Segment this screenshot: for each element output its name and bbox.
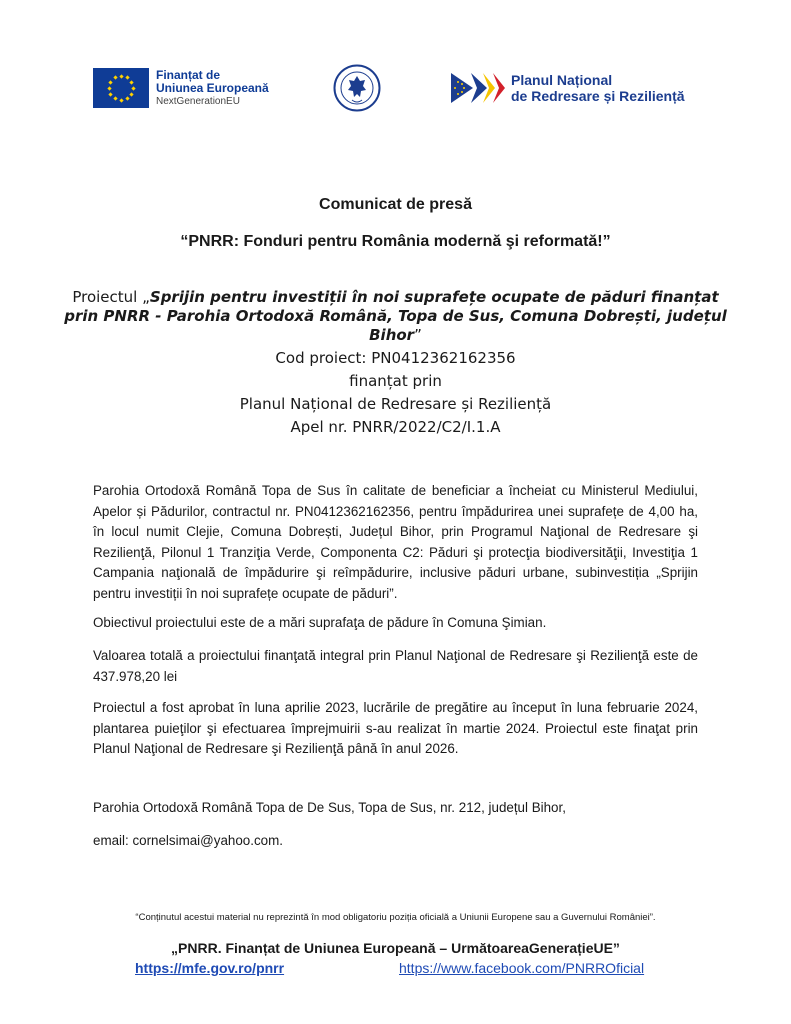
pnrr-logo-line2: de Redresare și Reziliență <box>511 88 685 104</box>
eu-star-icon <box>131 86 135 90</box>
project-prefix: Proiectul „ <box>72 288 150 306</box>
eu-star-icon <box>129 92 133 96</box>
pnrr-logo-line1: Planul Național <box>511 72 613 88</box>
pnrr-logo-text <box>511 72 685 104</box>
footer-slogan: „PNRR. Finanțat de Uniunea Europeană – UrmătoareaGenerațieUE” <box>171 940 620 956</box>
call-number-line: Apel nr. PNRR/2022/C2/I.1.A <box>290 418 501 436</box>
mfe-pnrr-link[interactable]: https://mfe.gov.ro/pnrr <box>135 960 285 976</box>
eu-logo-text <box>156 69 269 108</box>
eu-flag-icon <box>93 68 149 108</box>
eu-star-icon <box>113 96 117 100</box>
eu-star-icon <box>119 98 123 102</box>
eu-logo-line2: Uniunea Europeană <box>156 80 269 95</box>
eu-funding-logo <box>93 68 269 108</box>
eu-star-icon <box>107 86 111 90</box>
eu-logo-line1: Finanțat de <box>156 67 221 82</box>
pnrr-logo <box>449 71 685 105</box>
eu-star-icon <box>119 74 123 78</box>
pnrr-mark-icon <box>449 71 507 105</box>
paragraph-schedule: Proiectul a fost aprobat în luna aprilie 2023, lucrările de pregătire au început în luna februarie 2024, plantarea puieţilor şi efectuarea împrejmuirii s-au realizat în martie 2024. Proiectul este finaţat prin Planul Naţional de Redresare şi Rezilienţă până în anul 2026. <box>93 700 698 756</box>
paragraph-objective: Obiectivul proiectului este de a mări suprafaţa de pădure în Comuna Şimian. <box>93 615 547 630</box>
paragraph-value: Valoarea totală a proiectului finanţată integral prin Planul Naţional de Redresare şi Rezilienţă este de 437.978,20 lei <box>93 648 698 684</box>
press-release-title: Comunicat de presă <box>319 196 472 213</box>
eu-star-icon <box>129 80 133 84</box>
contact-email: email: cornelsimai@yahoo.com. <box>93 833 283 848</box>
plan-name-line: Planul Național de Redresare și Reziliență <box>239 395 552 413</box>
press-release-headline: “PNRR: Fonduri pentru România modernă şi reformată!” <box>180 233 611 250</box>
project-suffix: ” <box>414 326 422 344</box>
project-name: Sprijin pentru investiții în noi suprafețe ocupate de păduri finanțat prin PNRR - Parohia Ortodoxă Română, Topa de Sus, Comuna Dobrești, județul Bihor <box>64 288 727 344</box>
paragraph-contract: Parohia Ortodoxă Română Topa de Sus în calitate de beneficiar a încheiat cu Ministerul Mediului, Apelor și Pădurilor, contractul nr. PN0412362162356, pentru împădurirea unei suprafețe de 4,00 ha, în locul numit Clejie, Comuna Dobrești, Județul Bihor, prin Programul Naţional de Redresare şi Rezilienţă, Pilonul 1 Tranziţia Verde, Componenta C2: Păduri şi protecţia biodiversităţii, Investiţia 1 Campania naţională de împădurire şi reîmpădurire, inclusive păduri urbane, subinvestiția „Sprijin pentru investiții în noi suprafețe ocupate de păduri”. <box>93 483 698 601</box>
eu-logo-line3: NextGenerationEU <box>156 95 240 107</box>
contact-address: Parohia Ortodoxă Română Topa de De Sus, Topa de Sus, nr. 212, județul Bihor, <box>93 800 566 815</box>
guvernul-romaniei-seal-icon <box>333 64 381 112</box>
project-title <box>60 288 731 345</box>
eu-star-icon <box>125 96 129 100</box>
facebook-pnrr-link[interactable]: https://www.facebook.com/PNRROficial <box>399 960 645 976</box>
eu-star-icon <box>125 75 129 79</box>
eu-star-icon <box>108 92 112 96</box>
eu-star-icon <box>108 80 112 84</box>
project-code: Cod proiect: PN0412362162356 <box>275 349 516 367</box>
eu-star-icon <box>113 75 117 79</box>
financed-by-line: finanțat prin <box>349 372 442 390</box>
footer-disclaimer: “Conținutul acestui material nu reprezintă în mod obligatoriu poziția oficială a Uniunii Europene sau a Guvernului României”. <box>135 912 656 923</box>
